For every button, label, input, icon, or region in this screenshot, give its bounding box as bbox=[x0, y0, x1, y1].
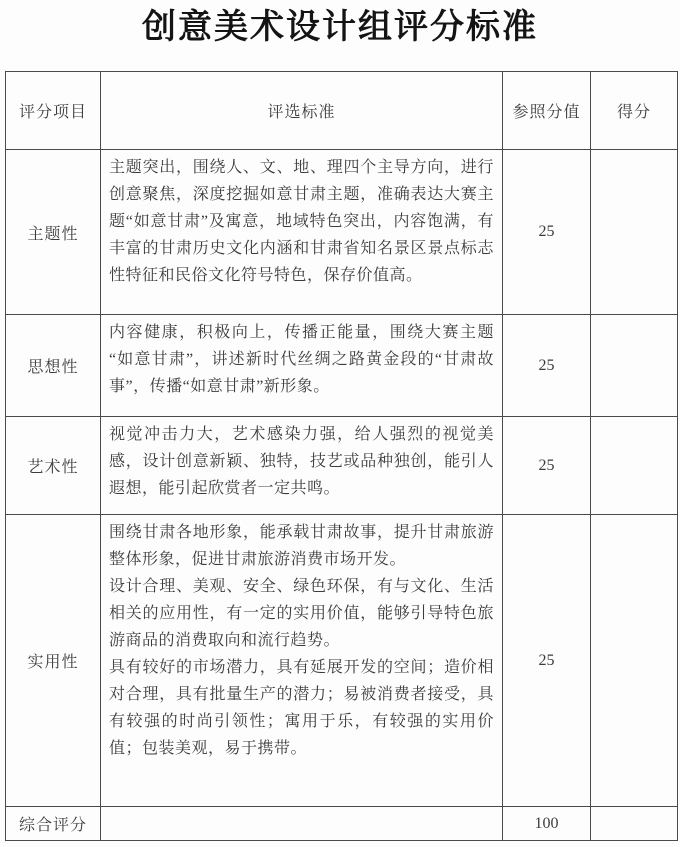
criteria-paragraph: 主题突出，围绕人、文、地、理四个主导方向，进行创意聚焦，深度挖掘如意甘肃主题，准确表达大赛主题“如意甘肃”及寓意，地域特色突出，内容饱满，有丰富的甘肃历史文化内涵和甘肃省知名景区景点标志性特征和民俗文化符号特色，保存价值高。 bbox=[109, 159, 494, 284]
table-header-row bbox=[6, 72, 678, 150]
criteria-cell bbox=[101, 150, 503, 315]
table-row-thought bbox=[6, 315, 678, 417]
reference-score-value: 25 bbox=[503, 150, 591, 315]
score-cell-empty bbox=[591, 417, 678, 515]
row-label: 艺术性 bbox=[6, 417, 101, 515]
row-label: 实用性 bbox=[6, 515, 101, 807]
scoring-rubric-table bbox=[5, 71, 678, 841]
header-scoring-item: 评分项目 bbox=[6, 72, 101, 150]
table-row-utility bbox=[6, 515, 678, 807]
score-cell-empty bbox=[591, 807, 678, 841]
criteria-paragraph: 设计合理、美观、安全、绿色环保，有与文化、生活相关的应用性，有一定的实用价值，能够引导特色旅游商品的消费取向和流行趋势。 bbox=[109, 578, 494, 649]
row-label: 主题性 bbox=[6, 150, 101, 315]
header-score: 得分 bbox=[591, 72, 678, 150]
criteria-cell-empty bbox=[101, 807, 503, 841]
score-cell-empty bbox=[591, 315, 678, 417]
criteria-paragraph: 围绕甘肃各地形象，能承载甘肃故事，提升甘肃旅游整体形象，促进甘肃旅游消费市场开发。 bbox=[109, 524, 494, 568]
criteria-cell bbox=[101, 515, 503, 807]
score-cell-empty bbox=[591, 150, 678, 315]
header-criteria: 评选标准 bbox=[101, 72, 503, 150]
criteria-paragraph: 内容健康，积极向上，传播正能量，围绕大赛主题“如意甘肃”，讲述新时代丝绸之路黄金段的“甘肃故事”，传播“如意甘肃”新形象。 bbox=[109, 324, 494, 395]
row-label: 综合评分 bbox=[6, 807, 101, 841]
page-title: 创意美术设计组评分标准 bbox=[142, 8, 538, 46]
reference-score-value: 25 bbox=[503, 315, 591, 417]
row-label: 思想性 bbox=[6, 315, 101, 417]
criteria-cell bbox=[101, 315, 503, 417]
reference-score-value: 25 bbox=[503, 417, 591, 515]
criteria-paragraph: 具有较好的市场潜力，具有延展开发的空间；造价相对合理，具有批量生产的潜力；易被消费者接受，具有较强的时尚引领性；寓用于乐，有较强的实用价值；包装美观，易于携带。 bbox=[109, 659, 494, 757]
reference-score-value: 100 bbox=[503, 807, 591, 841]
reference-score-value: 25 bbox=[503, 515, 591, 807]
score-cell-empty bbox=[591, 515, 678, 807]
header-reference-score: 参照分值 bbox=[503, 72, 591, 150]
table-row-art bbox=[6, 417, 678, 515]
table-row-theme bbox=[6, 150, 678, 315]
table-row-total bbox=[6, 807, 678, 841]
criteria-cell bbox=[101, 417, 503, 515]
criteria-paragraph: 视觉冲击力大，艺术感染力强，给人强烈的视觉美感，设计创意新颖、独特，技艺或品种独创，能引人遐想，能引起欣赏者一定共鸣。 bbox=[109, 426, 494, 497]
